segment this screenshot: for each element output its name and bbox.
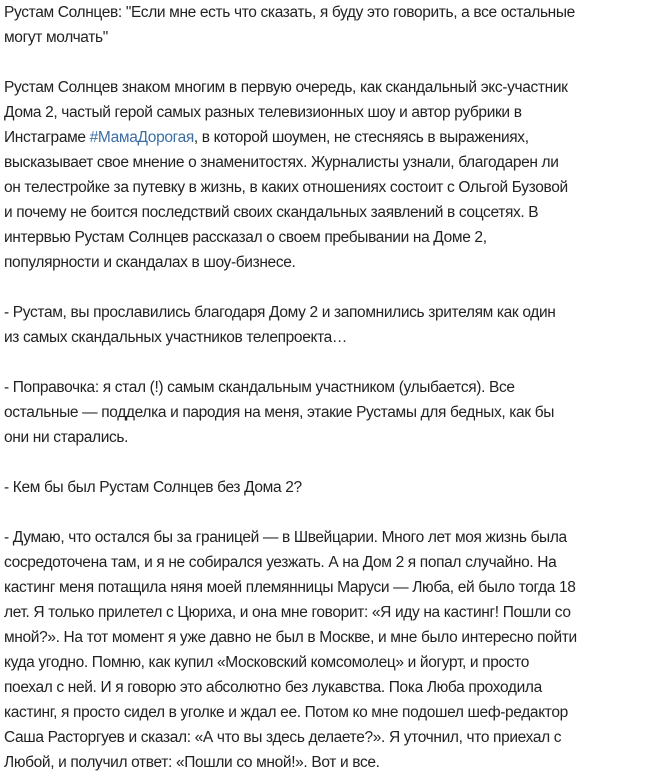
text-line: остальные — подделка и пародия на меня, этакие Рустамы для бедных, как бы [4, 404, 555, 421]
question-1 [4, 300, 670, 350]
article-title [4, 0, 670, 50]
text-line: - Кем бы был Рустам Солнцев без Дома 2? [4, 479, 302, 496]
text-line: Любой, и получил ответ: «Пошли со мной!». Вот и все. [4, 754, 380, 771]
answer-1 [4, 375, 670, 450]
text-line: - Думаю, что остался бы за границей — в Швейцарии. Много лет моя жизнь была [4, 529, 567, 546]
text-line: куда угодно. Помню, как купил «Московский комсомолец» и йогурт, и просто [4, 654, 529, 671]
text-line: - Рустам, вы прославились благодаря Дому 2 и запомнились зрителям как один [4, 304, 556, 321]
hashtag-link[interactable]: #МамаДорогая [89, 129, 194, 146]
intro-paragraph [4, 75, 670, 275]
text-line: высказывает свое мнение о знаменитостях. Журналисты узнали, благодарен ли [4, 154, 559, 171]
text-line: сосредоточена там, и я не собирался уезжать. А на Дом 2 я попал случайно. На [4, 554, 557, 571]
text-line: кастинг, я просто сидел в уголке и ждал ее. Потом ко мне подошел шеф-редактор [4, 704, 568, 721]
text-line: и почему не боится последствий своих скандальных заявлений в соцсетях. В [4, 204, 539, 221]
title-line: могут молчать" [4, 29, 108, 46]
text-segment: Инстаграме [4, 129, 90, 146]
text-line [4, 125, 670, 150]
answer-2 [4, 525, 670, 775]
text-line: Саша Расторгуев и сказал: «А что вы здесь делаете?». Я уточнил, что приехал с [4, 729, 562, 746]
text-line: они ни старались. [4, 429, 129, 446]
text-line: поехал с ней. И я говорю это абсолютно без лукавства. Пока Люба проходила [4, 679, 542, 696]
text-line: лет. Я только прилетел с Цюриха, и она мне говорит: «Я иду на кастинг! Пошли со [4, 604, 571, 621]
text-line: Дома 2, частый герой самых разных телевизионных шоу и автор рубрики в [4, 104, 522, 121]
text-line: кастинг меня потащила няня моей племянницы Маруси — Люба, ей было тогда 18 [4, 579, 576, 596]
title-line: Рустам Солнцев: "Если мне есть что сказать, я буду это говорить, а все остальные [4, 4, 575, 21]
text-line: - Поправочка: я стал (!) самым скандальным участником (улыбается). Все [4, 379, 515, 396]
text-line: он телестройке за путевку в жизнь, в каких отношениях состоит с Ольгой Бузовой [4, 179, 568, 196]
text-line: Рустам Солнцев знаком многим в первую очередь, как скандальный экс-участник [4, 79, 568, 96]
question-2 [4, 475, 670, 500]
text-line: из самых скандальных участников телепроекта… [4, 329, 348, 346]
text-line: мной?». На тот момент я уже давно не был в Москве, и мне было интересно пойти [4, 629, 577, 646]
text-line: популярности и скандалах в шоу-бизнесе. [4, 254, 296, 271]
text-line: интервью Рустам Солнцев рассказал о своем пребывании на Доме 2, [4, 229, 487, 246]
text-segment: , в которой шоумен, не стесняясь в выражениях, [193, 129, 529, 146]
